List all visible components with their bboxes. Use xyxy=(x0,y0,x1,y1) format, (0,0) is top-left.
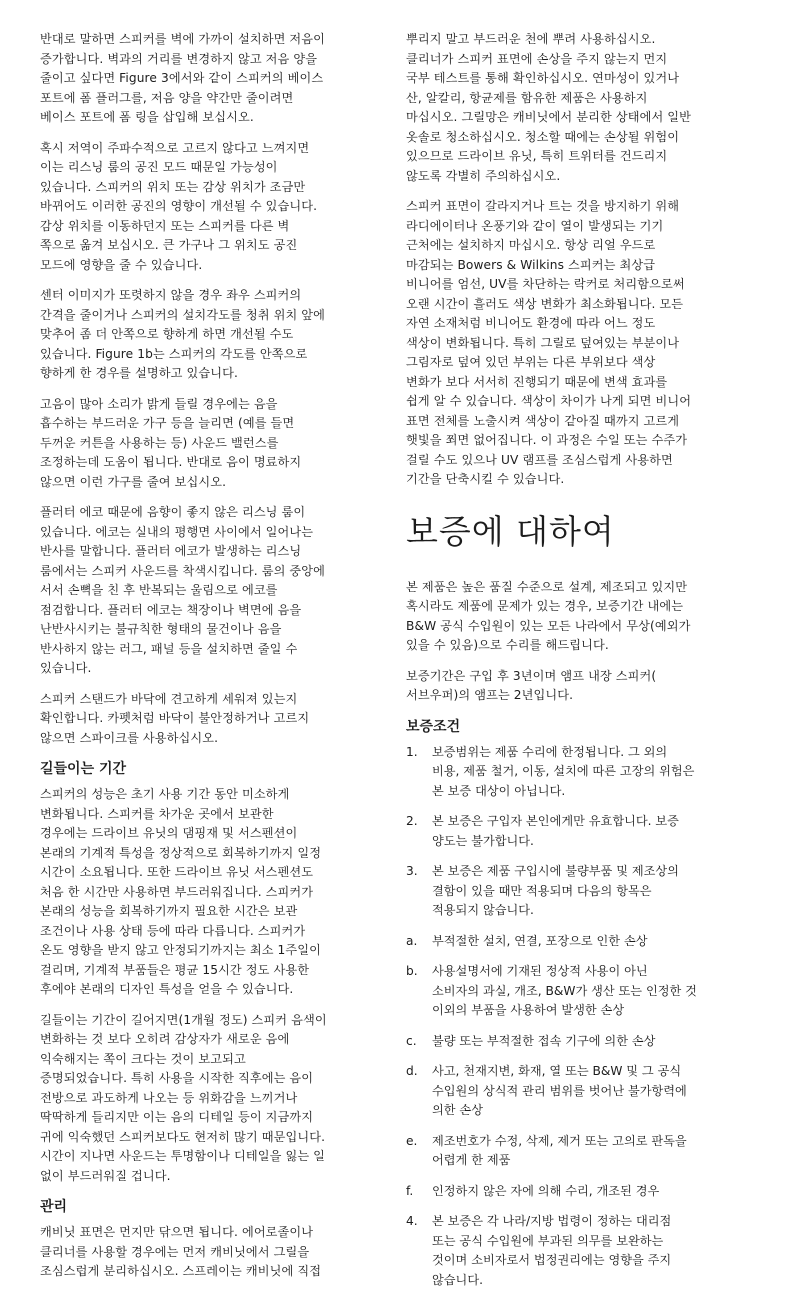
body-paragraph: 보증기간은 구입 후 3년이며 앰프 내장 스피커( 서브우퍼)의 앰프는 2년입니다. xyxy=(406,668,657,702)
condition-marker: b. xyxy=(406,964,418,978)
body-paragraph: 고음이 많아 소리가 밝게 들릴 경우에는 음을 흡수하는 부드러운 가구 등을 늘리면 (예를 들면 두꺼운 커튼을 사용하는 등) 사운드 밸런스를 조정하는데 도움이 됩니다. 반대로 음이 명료하지 않으면 이런 가구를 줄여 보십시오. xyxy=(40,396,302,489)
condition-text: 본 보증은 제품 구입시에 불량부품 및 제조상의 결함이 있을 때만 적용되며 다음의 항목은 적용되지 않습니다. xyxy=(432,864,679,917)
condition-item xyxy=(406,962,758,1021)
heading-care: 관리 xyxy=(40,1199,68,1215)
condition-text: 본 보증은 구입자 본인에게만 유효합니다. 보증 양도는 불가합니다. xyxy=(432,814,679,848)
body-paragraph: 반대로 말하면 스피커를 벽에 가까이 설치하면 저음이 증가합니다. 벽과의 거리를 변경하지 않고 저음 양을 줄이고 싶다면 Figure 3에서와 같이 스피커의 베이스 포트에 폼 플러그를, 저음 양을 약간만 줄이려면 베이스 포트에 폼 링을 삽입해 보십시오. xyxy=(40,32,326,124)
condition-item xyxy=(406,743,758,802)
condition-text: 부적절한 설치, 연결, 포장으로 인한 손상 xyxy=(432,933,648,948)
condition-text: 제조번호가 수정, 삭제, 제거 또는 고의로 판독을 어렵게 한 제품 xyxy=(432,1133,687,1167)
condition-item xyxy=(406,1182,758,1202)
condition-item xyxy=(406,1062,758,1121)
condition-marker: 4. xyxy=(406,1214,418,1228)
right-column xyxy=(406,30,758,1301)
condition-item xyxy=(406,812,758,851)
right-paragraphs-group-2 xyxy=(406,578,758,706)
condition-marker: 2. xyxy=(406,814,418,828)
condition-item xyxy=(406,862,758,921)
condition-item xyxy=(406,1032,758,1052)
condition-item xyxy=(406,1212,758,1290)
left-paragraphs-group-1 xyxy=(40,30,392,748)
body-paragraph: 플러터 에코 때문에 음향이 좋지 않은 리스닝 룸이 있습니다. 에코는 실내의 평행면 사이에서 일어나는 반사를 말합니다. 플러터 에코가 발생하는 리스닝 룸에서는 스피커 사운드를 착색시킵니다. 룸의 중앙에 서서 손뼉을 친 후 반복되는 울림으로 에코를 점검합니다. 플러터 에코는 책장이나 벽면에 음을 난반사시키는 불규칙한 형태의 물건이나 음을 반사하지 않는 러그, 패널 등을 설치하면 줄일 수 있습니다. xyxy=(40,505,326,675)
condition-item xyxy=(406,932,758,952)
condition-text: 불량 또는 부적절한 접속 기구에 의한 손상 xyxy=(432,1033,656,1048)
heading-conditions: 보증조건 xyxy=(406,718,461,735)
body-paragraph: 스피커 스탠드가 바닥에 견고하게 세워져 있는지 확인합니다. 카펫처럼 바닥이 불안정하거나 고르지 않으면 스파이크를 사용하십시오. xyxy=(40,691,310,745)
condition-text: 사고, 천재지변, 화재, 열 또는 B&W 및 그 공식 수입원의 상식적 관리 범위를 벗어난 불가항력에 의한 손상 xyxy=(432,1064,687,1117)
right-paragraphs-group-1 xyxy=(406,30,758,490)
condition-text: 보증범위는 제품 수리에 한정됩니다. 그 외의 비용, 제품 철거, 이동, 설치에 따른 고장의 위험은 본 보증 대상이 아닙니다. xyxy=(432,744,695,798)
condition-text: 인정하지 않은 자에 의해 수리, 개조된 경우 xyxy=(432,1183,660,1198)
condition-text: 본 보증은 각 나라/지방 법령이 정하는 대리점 또는 공식 수입원에 부과된 의무를 보완하는 것이며 소비자로서 법정권리에는 영향을 주지 않습니다. xyxy=(432,1214,672,1287)
condition-marker: 3. xyxy=(406,864,418,878)
condition-text: 사용설명서에 기재된 정상적 사용이 아닌 소비자의 과실, 개조, B&W가 생산 또는 인정한 것 이외의 부품을 사용하여 발생한 손상 xyxy=(432,964,697,1017)
condition-marker: d. xyxy=(406,1064,418,1078)
body-paragraph: 혹시 저역이 주파수적으로 고르지 않다고 느껴지면 이는 리스닝 룸의 공진 모드 때문일 가능성이 있습니다. 스피커의 위치 또는 감상 위치가 조금만 바뀌어도 이러한 공진의 영향이 개선될 수 있습니다. 감상 위치를 이동하던지 또는 스피커를 다른 벽 쪽으로 옮겨 보십시오. 큰 가구나 그 위치도 공진 모드에 영향을 줄 수 있습니다. xyxy=(40,140,318,272)
body-paragraph: 본 제품은 높은 품질 수준으로 설계, 제조되고 있지만 혹시라도 제품에 문제가 있는 경우, 보증기간 내에는 B&W 공식 수입원이 있는 모든 나라에서 무상(예외가 있을 수 있음)으로 수리를 해드립니다. xyxy=(406,579,691,652)
body-paragraph: 캐비닛 표면은 먼지만 닦으면 됩니다. 에어로졸이나 클리너를 사용할 경우에는 먼저 캐비닛에서 그릴을 조심스럽게 분리하십시오. 스프레이는 캐비닛에 직접 xyxy=(40,1225,322,1278)
body-paragraph: 뿌리지 말고 부드러운 천에 뿌려 사용하십시오. 클리너가 스피커 표면에 손상을 주지 않는지 먼지 국부 테스트를 통해 확인하십시오. 연마성이 있거나 산, 알칼리, 항균제를 함유한 제품은 사용하지 마십시오. 그릴망은 캐비닛에서 분리한 상태에서 일반 옷솔로 청소하십시오. 청소할 때에는 손상될 위험이 있으므로 드라이브 유닛, 특히 트위터를 건드리지 않도록 각별히 주의하십시오. xyxy=(406,32,692,183)
body-paragraph: 스피커 표면이 갈라지거나 트는 것을 방지하기 위해 라디에이터나 온풍기와 같이 열이 발생되는 기기 근처에는 설치하지 마십시오. 항상 리얼 우드로 마감되는 Bowers & Wilkins 스피커는 최상급 비니어를 엄선, UV를 차단하는 락커로 처리함으로써 오랜 시간이 흘러도 색상 변화가 최소화됩니다. 모든 자연 소재처럼 비니어도 환경에 따라 어느 정도 색상이 변화됩니다. 특히 그릴로 덮여있는 부분이나 그림자로 덮여 있던 부위는 다른 부위보다 색상 변화가 보다 서서히 진행되기 때문에 변색 효과를 쉽게 알 수 있습니다. 색상이 차이가 나게 되면 비니어 표면 전체를 노출시켜 색상이 같아질 때까지 고르게 햇빛을 쬐면 없어집니다. 이 과정은 수일 또는 수주가 걸릴 수도 있으나 UV 램프를 조심스럽게 사용하면 기간을 단축시킬 수 있습니다. xyxy=(406,199,692,486)
heading-warranty: 보증에 대하여 xyxy=(406,511,615,551)
body-paragraph: 센터 이미지가 또렷하지 않을 경우 좌우 스피커의 간격을 줄이거나 스피커의 설치각도를 청취 위치 앞에 맞추어 좀 더 안쪽으로 향하게 하면 개선될 수도 있습니다. Figure 1b는 스피커의 각도를 안쪽으로 향하게 한 경우를 설명하고 있습니다. xyxy=(40,288,326,380)
left-paragraphs-group-2 xyxy=(40,785,392,1186)
condition-marker: c. xyxy=(406,1033,417,1048)
condition-marker: 1. xyxy=(406,744,418,759)
warranty-conditions-list xyxy=(406,743,758,1291)
body-paragraph: 스피커의 성능은 초기 사용 기간 동안 미소하게 변화됩니다. 스피커를 차가운 곳에서 보관한 경우에는 드라이브 유닛의 댐핑재 및 서스펜션이 본래의 기계적 특성을 정상적으로 회복하기까지 일정 시간이 소요됩니다. 또한 드라이브 유닛 서스펜션도 처음 한 시간만 사용하면 부드러워집니다. 스피커가 본래의 성능을 회복하기까지 필요한 시간은 보관 조건이나 사용 상태 등에 따라 다릅니다. 스피커가 온도 영향을 받지 않고 안정되기까지는 최소 1주일이 걸리며, 기계적 부품들은 평균 15시간 정도 사용한 후에야 본래의 디자인 특성을 얻을 수 있습니다. xyxy=(40,787,322,996)
heading-break-in: 길들이는 기간 xyxy=(40,761,127,777)
condition-item xyxy=(406,1132,758,1171)
condition-marker: e. xyxy=(406,1133,418,1148)
condition-marker: f. xyxy=(406,1183,414,1198)
left-column xyxy=(40,30,392,1293)
condition-marker: a. xyxy=(406,933,418,948)
body-paragraph: 길들이는 기간이 길어지면(1개월 정도) 스피커 음색이 변화하는 것 보다 오히려 감상자가 새로운 음에 익숙해지는 쪽이 크다는 것이 보고되고 증명되었습니다. 특히 사용을 시작한 직후에는 음이 전방으로 과도하게 나오는 등 위화감을 느끼거나 딱딱하게 들리지만 이는 음의 디테일 등이 지금까지 귀에 익숙했던 스피커보다도 현저히 많기 때문입니다. 시간이 지나면 사운드는 투명함이나 디테일을 잃는 일 없이 부드러워질 겁니다. xyxy=(40,1012,327,1183)
left-paragraphs-group-3 xyxy=(40,1223,392,1282)
